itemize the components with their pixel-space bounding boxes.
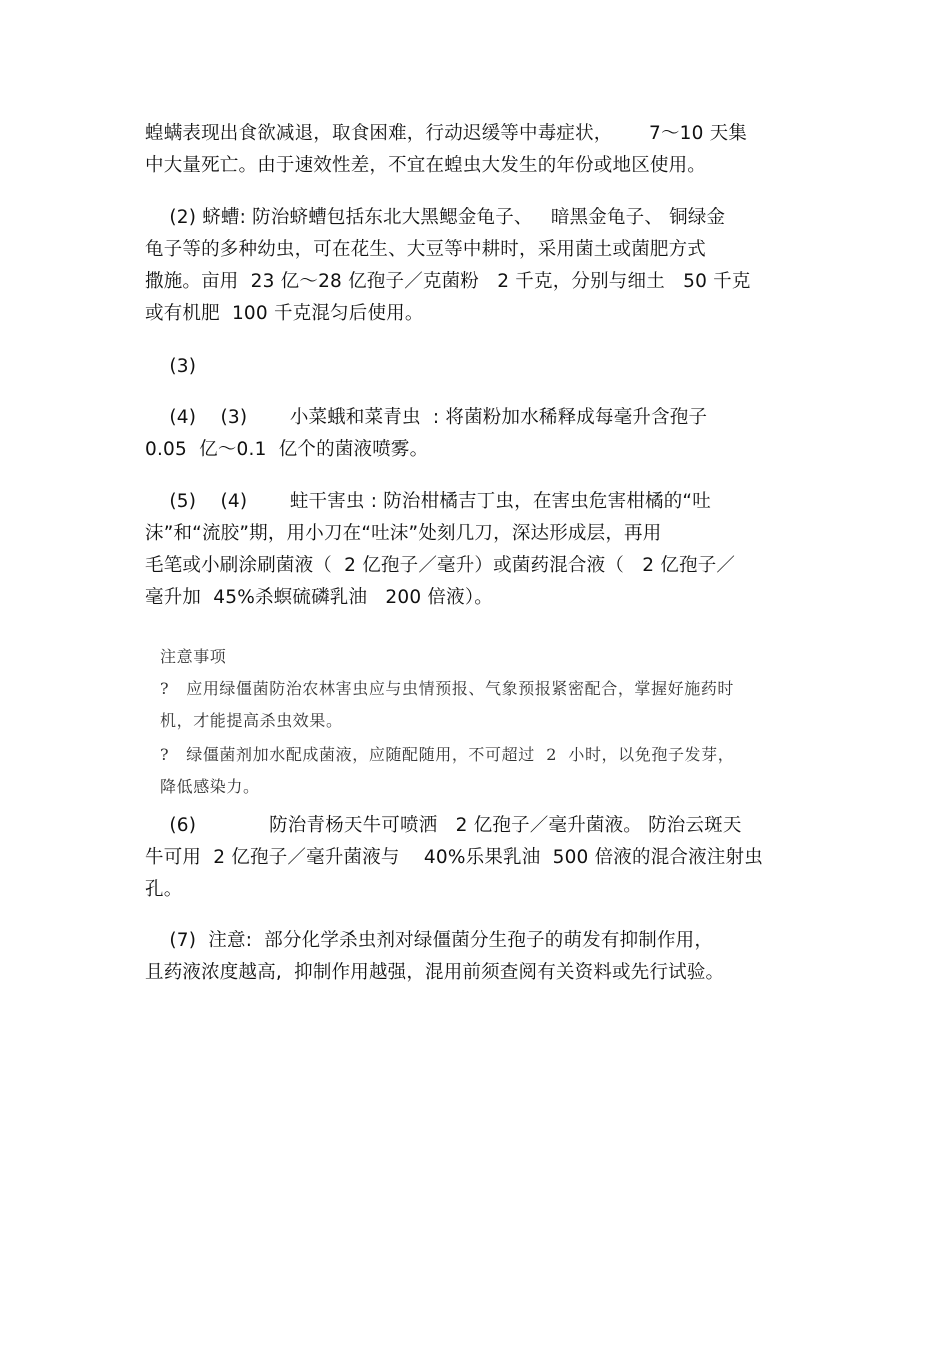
body-text-line: (7) 注意: 部分化学杀虫剂对绿僵菌分生孢子的萌发有抑制作用， (145, 930, 714, 951)
body-text-line: (4) (3) 小菜蛾和菜青虫 : 将菌粉加水稀释成每毫升含孢子 (145, 407, 708, 428)
notes-item: ? 应用绿僵菌防治农林害虫应与虫情预报、气象预报紧密配合，掌握好施药时 (160, 679, 735, 698)
body-text-line: 孔。 (145, 879, 183, 900)
body-text-line: 毫升加 45%杀螟硫磷乳油 200 倍液）。 (145, 587, 493, 608)
body-text-line: 且药液浓度越高, 抑制作用越强，混用前须查阅有关资料或先行试验。 (145, 962, 725, 983)
body-text-line: 毛笔或小刷涂刷菌液（ 2 亿孢子／毫升）或菌药混合液（ 2 亿孢子／ (145, 555, 736, 576)
body-text-line: 牛可用 2 亿孢子／毫升菌液与 40%乐果乳油 500 倍液的混合液注射虫 (145, 847, 763, 868)
body-text-line: 0.05 亿～0.1 亿个的菌液喷雾。 (145, 439, 429, 460)
notes-item: ? 绿僵菌剂加水配成菌液，应随配随用，不可超过 2 小时，以免孢子发芽， (160, 745, 735, 764)
body-text-line: 撒施。亩用 23 亿～28 亿孢子／克菌粉 2 千克，分别与细土 50 千克 (145, 271, 751, 292)
notes-heading: 注意事项 (160, 647, 227, 666)
body-text-line: 中大量死亡。由于速效性差，不宜在蝗虫大发生的年份或地区使用。 (145, 155, 707, 176)
body-text-line: 或有机肥 100 千克混匀后使用。 (145, 303, 424, 324)
body-text-line: (5) (4) 蛀干害虫 : 防治柑橘吉丁虫，在害虫危害柑橘的“吐 (145, 491, 711, 512)
body-text-line: 蝗螨表现出食欲减退，取食困难，行动迟缓等中毒症状， 7～10 天集 (145, 123, 748, 144)
body-text-line: 龟子等的多种幼虫，可在花生、大豆等中耕时，采用菌土或菌肥方式 (145, 239, 707, 260)
body-text-line: (6) 防治青杨天牛可喷洒 2 亿孢子／毫升菌液。 防治云斑天 (145, 815, 742, 836)
notes-item: 降低感染力。 (160, 777, 260, 796)
notes-item: 机，才能提高杀虫效果。 (160, 711, 343, 730)
body-text-line: 沫”和“流胶”期，用小刀在“吐沫”处刻几刀，深达形成层，再用 (145, 523, 662, 544)
body-text-line: (3) (145, 356, 197, 377)
body-text-line: (2) 蛴螬: 防治蛴螬包括东北大黑鳃金龟子、 暗黑金龟子、 铜绿金 (145, 207, 726, 228)
